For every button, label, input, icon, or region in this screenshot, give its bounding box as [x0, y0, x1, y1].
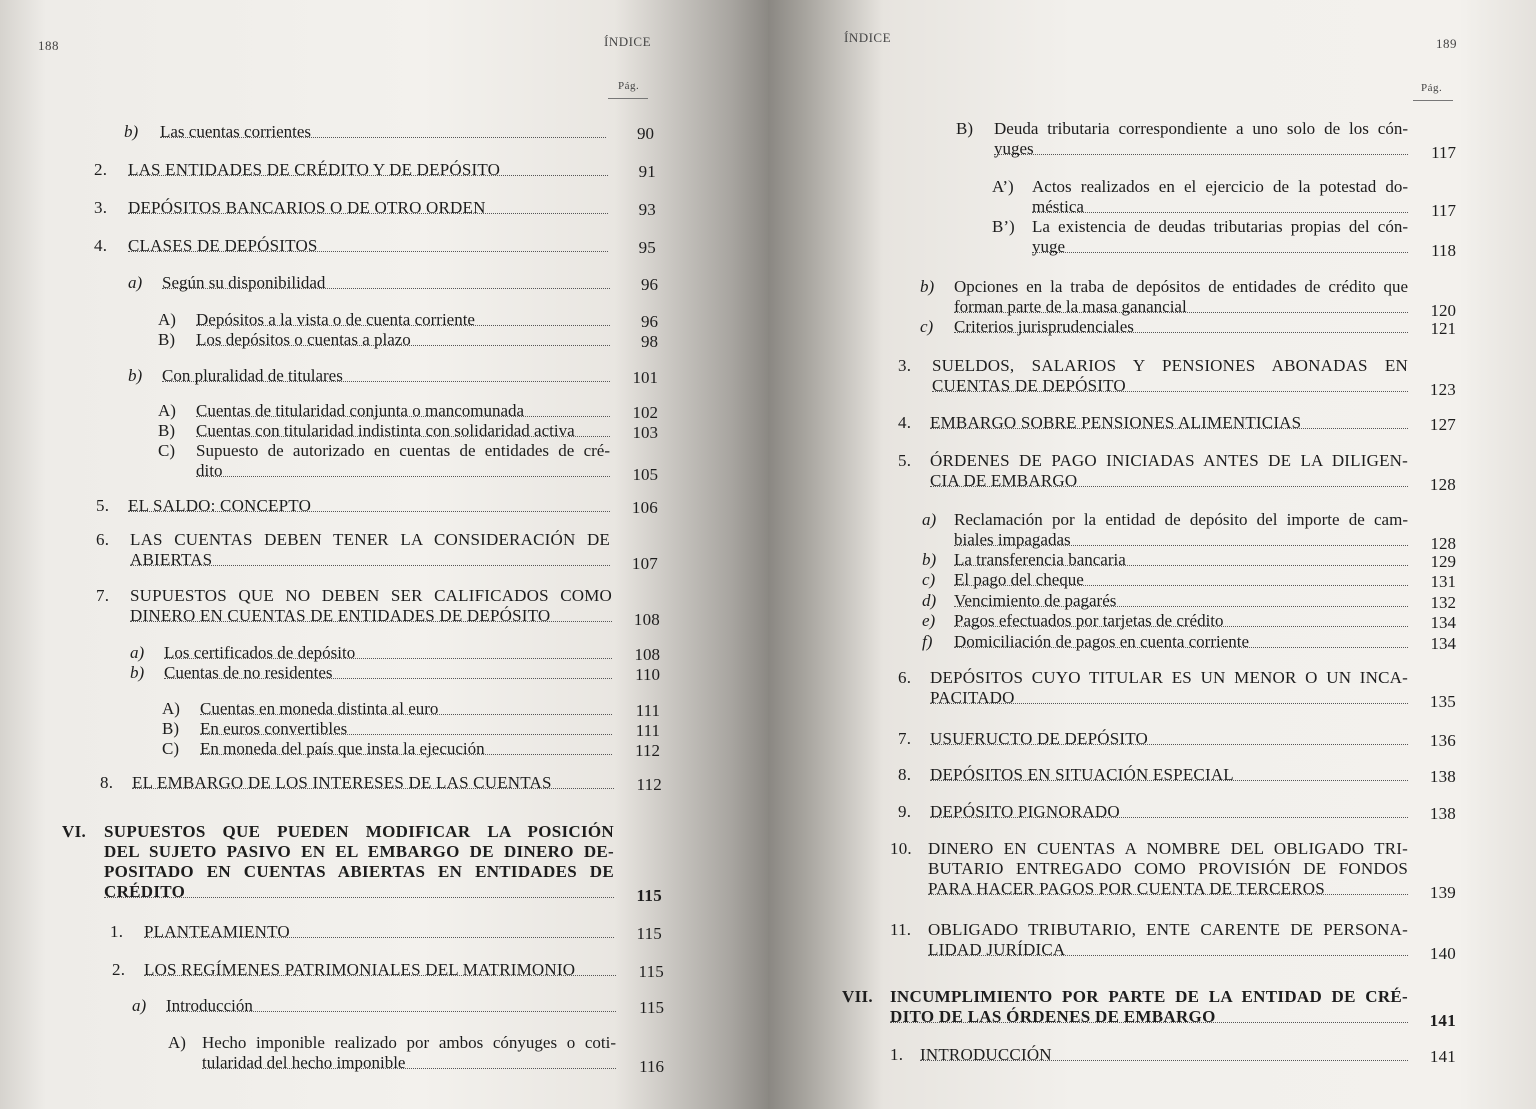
entry-number: 6.: [96, 530, 110, 549]
page-ref: 117: [1431, 201, 1456, 220]
divider: [608, 98, 648, 99]
toc-entry: [890, 1045, 1456, 1065]
pag-label: Pág.: [618, 80, 640, 92]
page-ref: 111: [635, 721, 660, 740]
toc-entry: [158, 421, 658, 441]
entry-number: b): [922, 550, 937, 569]
page-ref: 115: [639, 998, 664, 1017]
leader-dots: [196, 476, 610, 477]
page-ref: 141: [1429, 1011, 1456, 1030]
entry-title: Cuentas de titularidad conjunta o mancomunada: [196, 401, 525, 420]
toc-entry: [100, 773, 662, 793]
entry-number: 7.: [96, 586, 110, 605]
toc-entry: [96, 530, 658, 573]
entry-title: OBLIGADO TRIBUTARIO, ENTE CARENTE DE PERSONA-: [928, 920, 1408, 939]
entry-number: 10.: [890, 839, 912, 858]
toc-entry: [920, 317, 1456, 337]
entry-title: Cuentas con titularidad indistinta con solidaridad activa: [196, 421, 575, 440]
entry-title: DINERO EN CUENTAS A NOMBRE DEL OBLIGADO TRI-: [928, 839, 1408, 858]
page-ref: 121: [1430, 319, 1456, 338]
toc-entry: [110, 922, 662, 942]
entry-number: a): [132, 996, 147, 1015]
page-ref: 116: [639, 1057, 664, 1076]
entry-title-continuation: CIA DE EMBARGO: [930, 471, 1078, 490]
entry-title-continuation: ABIERTAS: [130, 550, 213, 569]
entry-number: C): [162, 739, 179, 758]
page-ref: 120: [1430, 301, 1456, 320]
page-ref: 115: [638, 962, 664, 981]
entry-number: a): [130, 643, 145, 662]
entry-number: A’): [992, 177, 1014, 196]
right-page: [768, 0, 1536, 1109]
pag-label: Pág.: [1421, 82, 1443, 94]
entry-title-continuation: méstica: [1032, 197, 1084, 216]
toc-entry: [168, 1033, 664, 1076]
toc-entry: [96, 496, 658, 516]
page-ref: 138: [1429, 767, 1456, 786]
entry-title: CLASES DE DEPÓSITOS: [128, 236, 318, 255]
entry-title-continuation: tularidad del hecho imponible: [202, 1053, 406, 1072]
divider: [1413, 100, 1453, 101]
entry-title: BUTARIO ENTREGADO COMO PROVISIÓN DE FONDOS: [928, 859, 1408, 878]
page-ref: 128: [1430, 534, 1456, 553]
entry-number: a): [922, 510, 937, 529]
page-ref: 117: [1431, 143, 1456, 162]
entry-number: b): [124, 122, 139, 141]
page-ref: 128: [1429, 475, 1456, 494]
entry-number: B’): [992, 217, 1015, 236]
entry-number: A): [158, 310, 176, 329]
entry-title: Vencimiento de pagarés: [954, 591, 1117, 610]
entry-number: b): [128, 366, 143, 385]
entry-title: LAS CUENTAS DEBEN TENER LA CONSIDERACIÓN DE: [130, 530, 610, 549]
toc-entry: [96, 586, 660, 629]
toc-entry: [922, 632, 1456, 652]
toc-entry: [94, 160, 656, 180]
entry-title: POSITADO EN CUENTAS ABIERTAS EN ENTIDADES DE: [104, 862, 614, 881]
toc-entry: [162, 699, 660, 719]
entry-number: c): [922, 570, 936, 589]
entry-title-continuation: yuge: [1032, 237, 1066, 256]
entry-title-continuation: PACITADO: [930, 688, 1015, 707]
entry-number: 8.: [100, 773, 114, 792]
toc-entry: [128, 366, 658, 386]
entry-title: Actos realizados en el ejercicio de la potestad do-: [1032, 177, 1408, 196]
entry-number: e): [922, 611, 936, 630]
entry-title: En moneda del país que insta la ejecución: [200, 739, 485, 758]
page-ref: 140: [1429, 944, 1456, 963]
page-ref: 101: [632, 368, 658, 387]
toc-entry: [94, 236, 656, 256]
toc-entry: [62, 822, 662, 905]
entry-number: 4.: [898, 413, 912, 432]
toc-entry: [898, 802, 1456, 822]
toc-entry: [112, 960, 664, 980]
page-ref: 112: [636, 775, 662, 794]
toc-entry: [898, 668, 1456, 711]
toc-entry: [898, 765, 1456, 785]
entry-title: La transferencia bancaria: [954, 550, 1126, 569]
toc-entry: [94, 198, 656, 218]
entry-title: EMBARGO SOBRE PENSIONES ALIMENTICIAS: [930, 413, 1302, 432]
entry-title: PLANTEAMIENTO: [144, 922, 290, 941]
entry-title: INCUMPLIMIENTO POR PARTE DE LA ENTIDAD DE CRÉ-: [890, 987, 1408, 1006]
page-ref: 134: [1430, 613, 1456, 632]
page-ref: 123: [1429, 380, 1456, 399]
entry-title-continuation: yuges: [994, 139, 1034, 158]
entry-title: Reclamación por la entidad de depósito del importe de cam-: [954, 510, 1408, 529]
entry-number: f): [922, 632, 933, 651]
toc-entry: [922, 510, 1456, 553]
entry-number: 2.: [94, 160, 108, 179]
entry-title: En euros convertibles: [200, 719, 348, 738]
toc-entry: [158, 330, 658, 350]
toc-entry: [158, 441, 658, 484]
entry-title: Supuesto de autorizado en cuentas de entidades de cré-: [196, 441, 610, 460]
toc-entry: [130, 663, 660, 683]
page-ref: 91: [638, 162, 656, 181]
toc-entry: [992, 217, 1456, 260]
entry-title: Introducción: [166, 996, 253, 1015]
toc-entry: [898, 413, 1456, 433]
entry-number: 3.: [898, 356, 912, 375]
toc-entry: [158, 401, 658, 421]
entry-number: C): [158, 441, 175, 460]
entry-number: d): [922, 591, 937, 610]
page-ref: 110: [635, 665, 660, 684]
page-ref: 105: [632, 465, 658, 484]
leader-dots: [1032, 212, 1408, 213]
toc-entry: [956, 119, 1456, 162]
entry-title: SUELDOS, SALARIOS Y PENSIONES ABONADAS EN: [932, 356, 1408, 375]
entry-number: 2.: [112, 960, 126, 979]
entry-number: B): [956, 119, 973, 138]
page-ref: 106: [631, 498, 658, 517]
page-number: 189: [1436, 36, 1457, 51]
toc-entry: [898, 356, 1456, 399]
entry-title: Los certificados de depósito: [164, 643, 356, 662]
entry-title: Con pluralidad de titulares: [162, 366, 343, 385]
entry-title: ÓRDENES DE PAGO INICIADAS ANTES DE LA DILIGEN-: [930, 451, 1408, 470]
entry-title: LOS REGÍMENES PATRIMONIALES DEL MATRIMONIO: [144, 960, 576, 979]
entry-title: Cuentas de no residentes: [164, 663, 333, 682]
toc-entry: [992, 177, 1456, 220]
entry-title: DEPÓSITOS BANCARIOS O DE OTRO ORDEN: [128, 198, 486, 217]
toc-entry: [920, 277, 1456, 320]
toc-entry: [898, 729, 1456, 749]
entry-number: 11.: [890, 920, 912, 939]
entry-title: SUPUESTOS QUE PUEDEN MODIFICAR LA POSICIÓN: [104, 822, 614, 841]
page-ref: 115: [636, 924, 662, 943]
page-ref: 134: [1430, 634, 1456, 653]
page-ref: 141: [1429, 1047, 1456, 1066]
entry-number: VII.: [842, 987, 873, 1006]
entry-title: DEPÓSITO PIGNORADO: [930, 802, 1120, 821]
entry-number: 9.: [898, 802, 912, 821]
toc-entry: [922, 570, 1456, 590]
toc-entry: [162, 719, 660, 739]
leader-dots: [1032, 252, 1408, 253]
page-ref: 90: [637, 124, 654, 143]
entry-title-continuation: CUENTAS DE DEPÓSITO: [932, 376, 1126, 395]
page-ref: 139: [1429, 883, 1456, 902]
entry-number: B): [158, 330, 175, 349]
page-ref: 103: [632, 423, 658, 442]
page-ref: 115: [636, 886, 662, 905]
entry-title: La existencia de deudas tributarias propias del cón-: [1032, 217, 1408, 236]
entry-number: b): [920, 277, 935, 296]
running-header: ÍNDICE: [604, 34, 652, 49]
entry-number: 1.: [890, 1045, 904, 1064]
entry-number: 5.: [898, 451, 912, 470]
entry-number: 5.: [96, 496, 110, 515]
entry-title-continuation: PARA HACER PAGOS POR CUENTA DE TERCEROS: [928, 879, 1325, 898]
entry-title-continuation: forman parte de la masa ganancial: [954, 297, 1187, 316]
page-ref: 96: [641, 312, 658, 331]
entry-number: 3.: [94, 198, 108, 217]
entry-title: EL SALDO: CONCEPTO: [128, 496, 312, 515]
entry-title-continuation: LIDAD JURÍDICA: [928, 940, 1066, 959]
page-ref: 98: [641, 332, 658, 351]
toc-entry: [890, 920, 1456, 963]
entry-title: Según su disponibilidad: [162, 273, 326, 292]
page-ref: 93: [638, 200, 656, 219]
toc-entry: [124, 122, 654, 142]
entry-title: Las cuentas corrientes: [160, 122, 312, 141]
entry-number: 1.: [110, 922, 124, 941]
entry-title: DEPÓSITOS CUYO TITULAR ES UN MENOR O UN INCA-: [930, 668, 1408, 687]
entry-number: b): [130, 663, 145, 682]
toc-entry: [162, 739, 660, 759]
leader-dots: [994, 154, 1408, 155]
entry-title: Domiciliación de pagos en cuenta corriente: [954, 632, 1250, 651]
entry-title: Criterios jurisprudenciales: [954, 317, 1134, 336]
entry-number: A): [168, 1033, 186, 1052]
entry-title: Opciones en la traba de depósitos de entidades de crédito que: [954, 277, 1408, 296]
entry-number: A): [162, 699, 180, 718]
entry-number: 8.: [898, 765, 912, 784]
entry-number: 4.: [94, 236, 108, 255]
entry-title: EL EMBARGO DE LOS INTERESES DE LAS CUENTAS: [132, 773, 552, 792]
toc-entry: [922, 550, 1456, 570]
entry-number: B): [162, 719, 179, 738]
page-ref: 138: [1429, 804, 1456, 823]
toc-entry: [158, 310, 658, 330]
entry-title: Hecho imponible realizado por ambos cónyuges o coti-: [202, 1033, 616, 1052]
page-ref: 108: [634, 645, 660, 664]
entry-title-continuation: biales impagadas: [954, 530, 1071, 549]
entry-title-continuation: DINERO EN CUENTAS DE ENTIDADES DE DEPÓSITO: [130, 606, 551, 625]
entry-title-continuation: CRÉDITO: [104, 882, 186, 901]
entry-number: VI.: [62, 822, 87, 841]
entry-number: 7.: [898, 729, 912, 748]
entry-title: DEPÓSITOS EN SITUACIÓN ESPECIAL: [930, 765, 1234, 784]
toc-entry: [898, 451, 1456, 494]
page-ref: 95: [638, 238, 656, 257]
toc-entry: [890, 839, 1456, 902]
page-ref: 102: [632, 403, 658, 422]
page-number: 188: [38, 38, 59, 53]
entry-title-continuation: DITO DE LAS ÓRDENES DE EMBARGO: [890, 1007, 1216, 1026]
page-ref: 131: [1430, 572, 1456, 591]
page-ref: 135: [1429, 692, 1456, 711]
page-ref: 118: [1431, 241, 1456, 260]
toc-entry: [842, 987, 1456, 1030]
toc-entry: [132, 996, 664, 1016]
toc-entry: [130, 643, 660, 663]
page-ref: 136: [1429, 731, 1456, 750]
page-ref: 132: [1430, 593, 1456, 612]
entry-title: LAS ENTIDADES DE CRÉDITO Y DE DEPÓSITO: [128, 160, 501, 179]
running-header: ÍNDICE: [844, 30, 892, 45]
toc-entry: [922, 591, 1456, 611]
entry-title: El pago del cheque: [954, 570, 1084, 589]
page-ref: 129: [1430, 552, 1456, 571]
entry-number: c): [920, 317, 934, 336]
toc-entry: [128, 273, 658, 293]
entry-number: A): [158, 401, 176, 420]
page-ref: 107: [631, 554, 658, 573]
page-ref: 108: [633, 610, 660, 629]
entry-title-continuation: dito: [196, 461, 223, 480]
page-ref: 127: [1429, 415, 1456, 434]
entry-title: USUFRUCTO DE DEPÓSITO: [930, 729, 1148, 748]
toc-entry: [922, 611, 1456, 631]
page-ref: 112: [635, 741, 660, 760]
entry-title: DEL SUJETO PASIVO EN EL EMBARGO DE DINERO DE-: [104, 842, 614, 861]
entry-title: Pagos efectuados por tarjetas de crédito: [954, 611, 1224, 630]
page-ref: 111: [635, 701, 660, 720]
entry-number: a): [128, 273, 143, 292]
entry-title: Depósitos a la vista o de cuenta corriente: [196, 310, 475, 329]
entry-title: Deuda tributaria correspondiente a uno solo de los cón-: [994, 119, 1408, 138]
entry-title: Cuentas en moneda distinta al euro: [200, 699, 439, 718]
entry-title: Los depósitos o cuentas a plazo: [196, 330, 411, 349]
page-ref: 96: [641, 275, 658, 294]
entry-number: 6.: [898, 668, 912, 687]
entry-number: B): [158, 421, 175, 440]
entry-title: SUPUESTOS QUE NO DEBEN SER CALIFICADOS COMO: [130, 586, 612, 605]
entry-title: INTRODUCCIÓN: [920, 1045, 1052, 1064]
